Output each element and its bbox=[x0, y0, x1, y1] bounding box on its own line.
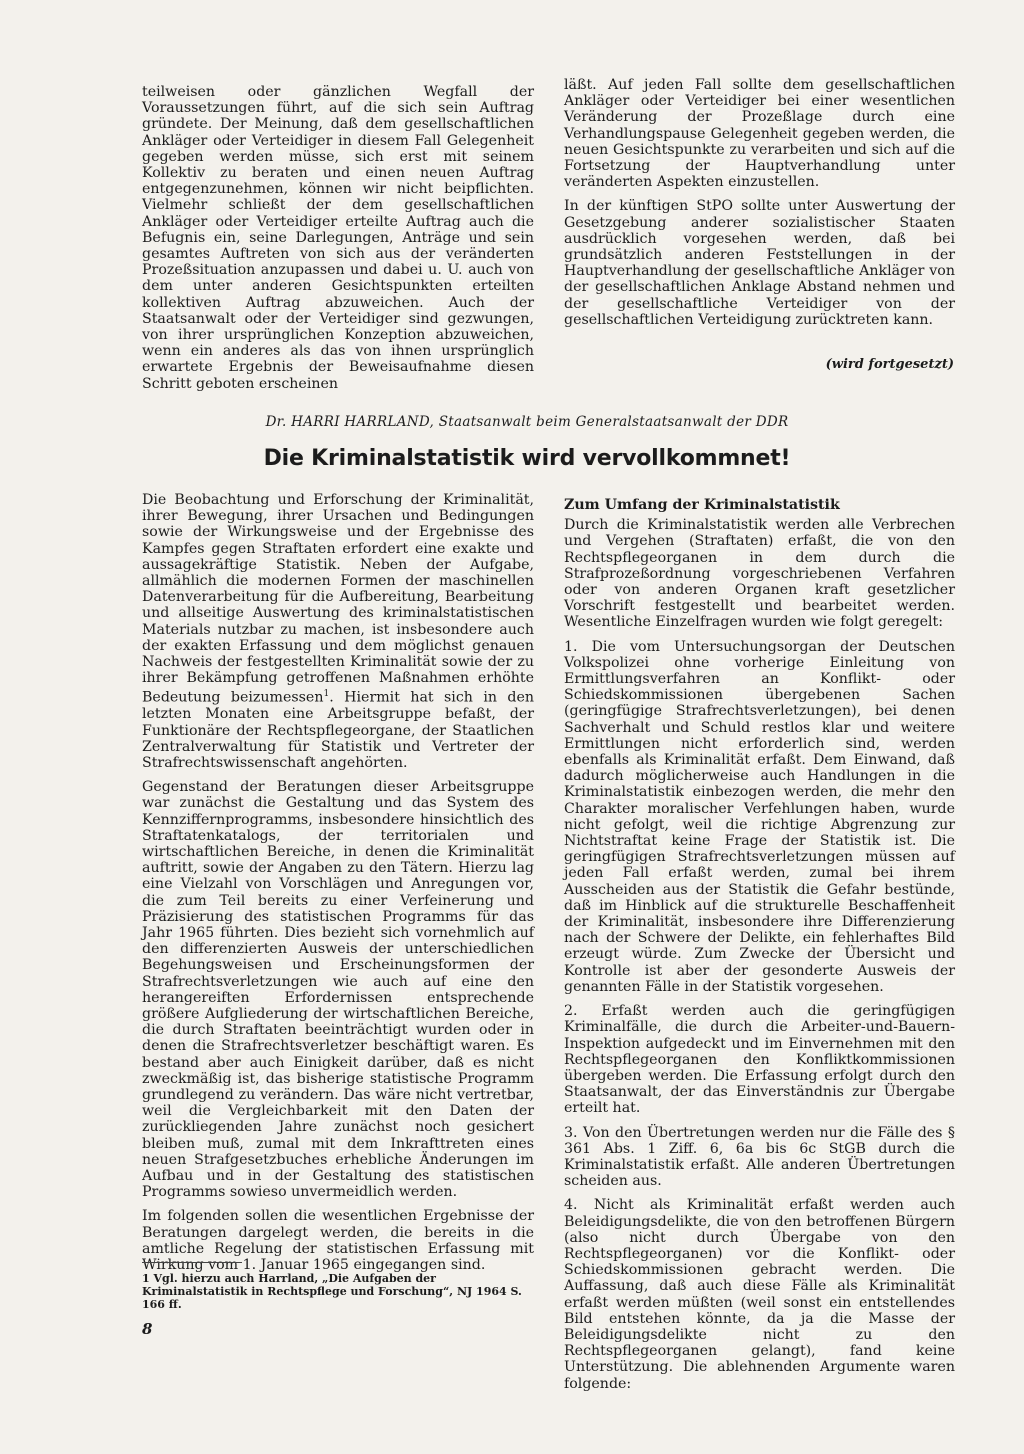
top-left-column bbox=[142, 84, 534, 400]
page-number: 8 bbox=[142, 1320, 153, 1338]
paragraph: Durch die Kriminalstatistik werden alle Verbrechen und Vergehen (Straftaten) erfaßt, die von den Rechtspflegeorganen in dem durch die Strafprozeßordnung vorgeschriebenen Verfahren oder von anderen Organen kraft gesetzlicher Vorschrift festgestellt und bearbeitet werden. Wesentliche Einzelfragen wurden wie folgt geregelt: bbox=[564, 517, 955, 631]
article-right-column bbox=[564, 497, 955, 1400]
continued-note: (wird fortgesetzt) bbox=[825, 357, 954, 372]
paragraph: Gegenstand der Beratungen dieser Arbeitsgruppe war zunächst die Gestaltung und das System des Kennziffernprogramms, insbesondere hinsichtlich des Straftatenkatalogs, der territorialen und wirtschaftlichen Bereiche, in denen die Kriminalität auftritt, sowie der Angaben zu den Tätern. Hierzu lag eine Vielzahl von Vorschlägen und Anregungen vor, die zum Teil bereits zu einer Verfeinerung und Präzisierung des statistischen Programms für das Jahr 1965 führten. Dies bezieht sich vornehmlich auf den differenzierten Ausweis der unterschiedlichen Begehungsweisen und Erscheinungsformen der Strafrechtsverletzungen wie auch auf eine den herangereiften Erfordernissen entsprechende größere Aufgliederung der wirtschaftlichen Bereiche, die durch Straftaten beeinträchtigt wurden oder in denen die Strafrechtsverletzer beschäftigt waren. Es bestand aber auch Einigkeit darüber, daß es nicht zweckmäßig ist, das bisherige statistische Programm grundlegend zu verändern. Das wäre nicht vertretbar, weil die Vergleichbarkeit mit den Daten der zurückliegenden Jahre zunächst noch gesichert bleiben muß, zumal mit dem Inkrafttreten eines neuen Strafgesetzbuches erhebliche Änderungen im Aufbau und in der Gestaltung des statistischen Programms sowieso unvermeidlich werden. bbox=[142, 779, 534, 1201]
footnote-divider bbox=[142, 1262, 242, 1263]
paragraph: Im folgenden sollen die wesentlichen Ergebnisse der Beratungen dargelegt werden, die bereits in die amtliche Regelung der statistischen Erfassung mit Wirkung vom 1. Januar 1965 eingegangen sind. bbox=[142, 1208, 534, 1274]
list-item: 3. Von den Übertretungen werden nur die Fälle des § 361 Abs. 1 Ziff. 6, 6a bis 6c StGB durch die Kriminalstatistik erfaßt. Alle anderen Übertretungen scheiden aus. bbox=[564, 1124, 955, 1190]
footnote-ref: 1 bbox=[323, 689, 330, 700]
list-item: 4. Nicht als Kriminalität erfaßt werden auch Beleidigungsdelikte, die von den betroffenen Bürgern (also nicht durch Übergabe von den Rechtspflegeorganen) vor die Konflikt- oder Schiedskommissionen gebracht werden. Die Auffassung, daß auch diese Fälle als Kriminalität erfaßt werden müßten (weil sonst ein entstellendes Bild entstehen könnte, da ja die Masse der Beleidigungsdelikte nicht zu den Rechtspflegeorganen gelangt), fand keine Unterstützung. Die ablehnenden Argumente waren folgende: bbox=[564, 1197, 955, 1392]
footnote: 1 Vgl. hierzu auch Harrland, „Die Aufgaben der Kriminalstatistik in Rechtspflege und Forschung“, NJ 1964 S. 166 ff. bbox=[142, 1272, 522, 1311]
paragraph-text: . Hiermit hat sich in den letzten Monaten eine Arbeitsgruppe befaßt, der Funktionäre der Rechtspflegeorgane, der Staatlichen Zentralverwaltung für Statistik und Vertreter der Strafrechtswissenschaft angehörten. bbox=[142, 690, 535, 771]
paragraph: teilweisen oder gänzlichen Wegfall der Voraussetzungen führt, auf die sich sein Auftrag gründete. Der Meinung, daß dem gesellschaftlichen Ankläger oder Verteidiger in diesem Fall Gelegenheit gegeben werden müsse, sich erst mit seinem Kollektiv zu beraten und einen neuen Auftrag entgegenzunehmen, können wir nicht beipflichten. Vielmehr schließt der dem gesellschaftlichen Ankläger oder Verteidiger erteilte Auftrag auch die Befugnis ein, seine Darlegungen, Anträge und sein gesamtes Auftreten von sich aus der veränderten Prozeßsituation anzupassen und dabei u. U. auch von dem unter anderen Gesichtspunkten erteilten kollektiven Auftrag abzuweichen. Auch der Staatsanwalt oder der Verteidiger sind gezwungen, von ihrer ursprünglichen Konzeption abzuweichen, wenn ein anderes als das von ihnen ursprünglich erwartete Ergebnis der Beweisaufnahme diesen Schritt geboten erscheinen bbox=[142, 84, 534, 392]
paragraph: läßt. Auf jeden Fall sollte dem gesellschaftlichen Ankläger oder Verteidiger bei einer wesentlichen Veränderung der Prozeßlage durch eine Verhandlungspause Gelegenheit gegeben werden, die neuen Gesichtspunkte zu verarbeiten und sich auf die Fortsetzung der Hauptverhandlung unter veränderten Aspekten einzustellen. bbox=[564, 77, 955, 191]
list-item: 2. Erfaßt werden auch die geringfügigen Kriminalfälle, die durch die Arbeiter-und-Bauern-Inspektion aufgedeckt und im Einvernehmen mit den Rechtspflegeorganen den Konfliktkommissionen übergeben werden. Die Erfassung erfolgt durch den Staatsanwalt, der das Einverständnis zur Übergabe erteilt hat. bbox=[564, 1003, 955, 1117]
top-right-column bbox=[564, 77, 955, 336]
paragraph-text: Die Beobachtung und Erforschung der Kriminalität, ihrer Bewegung, ihrer Ursachen und Bedingungen sowie der Wirkungsweise und der Ergebnisse des Kampfes gegen Straftaten erfordert eine exakte und aussagekräftige Statistik. Neben der Aufgabe, allmählich die modernen Formen der maschinellen Datenverarbeitung für die Aufbereitung, Bearbeitung und allseitige Auswertung des kriminalstatistischen Materials nutzbar zu machen, ist insbesondere auch der exakten Erfassung und dem möglichst genauen Nachweis der festgestellten Kriminalität sowie der zu ihrer Bekämpfung getroffenen Maßnahmen erhöhte Bedeutung beizumessen bbox=[142, 492, 534, 707]
list-item: 1. Die vom Untersuchungsorgan der Deutschen Volkspolizei ohne vorherige Einleitung von Ermittlungsverfahren an Konflikt- oder Schiedskommissionen übergebenen Sachen (geringfügige Strafrechtsverletzungen), bei denen Sachverhalt und Schuld restlos klar und weitere Ermittlungen nicht erforderlich sind, werden ebenfalls als Kriminalität erfaßt. Dem Einwand, daß dadurch möglicherweise auch Handlungen in die Kriminalstatistik einbezogen werden, die mehr den Charakter moralischer Verfehlungen haben, wurde nicht gefolgt, weil die richtige Abgrenzung zur Nichtstraftat keine Frage der Statistik ist. Die geringfügigen Strafrechtsverletzungen müssen auf jeden Fall erfaßt werden, zumal bei ihrem Ausscheiden aus der Statistik die Gefahr bestünde, daß im Hinblick auf die strukturelle Beschaffenheit der Kriminalität, insbesondere ihre Differenzierung nach der Schwere der Delikte, ein fehlerhaftes Bild erzeugt würde. Zum Zwecke der Übersicht und Kontrolle ist aber der gesonderte Ausweis der genannten Fälle in der Statistik vorgesehen. bbox=[564, 638, 955, 995]
section-heading: Zum Umfang der Kriminalstatistik bbox=[564, 497, 840, 513]
article-left-column bbox=[142, 492, 534, 1281]
paragraph bbox=[142, 492, 534, 771]
paragraph: In der künftigen StPO sollte unter Auswertung der Gesetzgebung anderer sozialistischer Staaten ausdrücklich vorgesehen werden, daß bei grundsätzlich anderen Feststellungen in der Hauptverhandlung der gesellschaftliche Ankläger von der gesellschaftlichen Anklage Abstand nehmen und der gesellschaftliche Verteidiger von der gesellschaftlichen Verteidigung zurücktreten kann. bbox=[564, 198, 955, 328]
article-byline: Dr. HARRI HARRLAND, Staatsanwalt beim Generalstaatsanwalt der DDR bbox=[265, 414, 789, 430]
article-title: Die Kriminalstatistik wird vervollkommnet! bbox=[263, 446, 791, 471]
